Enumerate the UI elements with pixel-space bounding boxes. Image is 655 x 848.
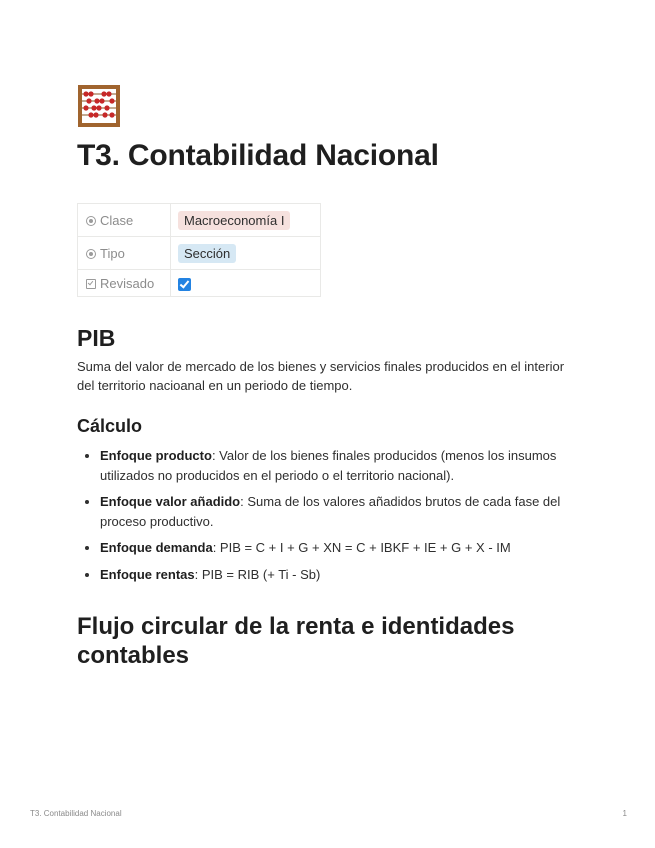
tag-tipo[interactable]: Sección xyxy=(178,244,236,263)
property-value[interactable] xyxy=(171,204,321,237)
page-title: T3. Contabilidad Nacional xyxy=(77,139,439,172)
property-row-clase xyxy=(78,204,321,237)
property-row-tipo xyxy=(78,237,321,270)
abacus-icon xyxy=(77,84,121,128)
property-value[interactable] xyxy=(171,237,321,270)
list-item: • Enfoque producto: Valor de los bienes finales producidos (menos los insumos utilizados no producidos en el periodo o el territorio nacional). xyxy=(100,446,582,485)
checkbox-icon xyxy=(86,279,96,289)
properties-table xyxy=(77,203,321,297)
footer-page-number: 1 xyxy=(622,809,627,818)
tag-clase[interactable]: Macroeconomía I xyxy=(178,211,290,230)
property-name: Clase xyxy=(78,204,171,237)
property-name: Tipo xyxy=(78,237,171,270)
property-name: Revisado xyxy=(78,270,171,297)
heading-calculo: Cálculo xyxy=(77,416,143,436)
revisado-checkbox[interactable] xyxy=(178,278,191,291)
select-icon xyxy=(86,249,96,259)
property-row-revisado xyxy=(78,270,321,297)
heading-pib: PIB xyxy=(77,325,116,351)
list-item: • Enfoque rentas: PIB = RIB (+ Ti - Sb) xyxy=(100,565,582,585)
footer-title: T3. Contabilidad Nacional xyxy=(30,809,122,818)
list-item: • Enfoque valor añadido: Suma de los valores añadidos brutos de cada fase del proceso productivo. xyxy=(100,492,582,531)
pib-definition: Suma del valor de mercado de los bienes y servicios finales producidos en el interior del territorio nacioanal en un periodo de tiempo. xyxy=(77,359,565,393)
property-value xyxy=(171,270,321,297)
list-item: • Enfoque demanda: PIB = C + I + G + XN = C + IBKF + IE + G + X - IM xyxy=(100,538,582,558)
select-icon xyxy=(86,216,96,226)
calculo-list xyxy=(77,446,582,584)
heading-flujo: Flujo circular de la renta e identidades contables xyxy=(77,613,515,669)
page-content xyxy=(77,84,582,670)
